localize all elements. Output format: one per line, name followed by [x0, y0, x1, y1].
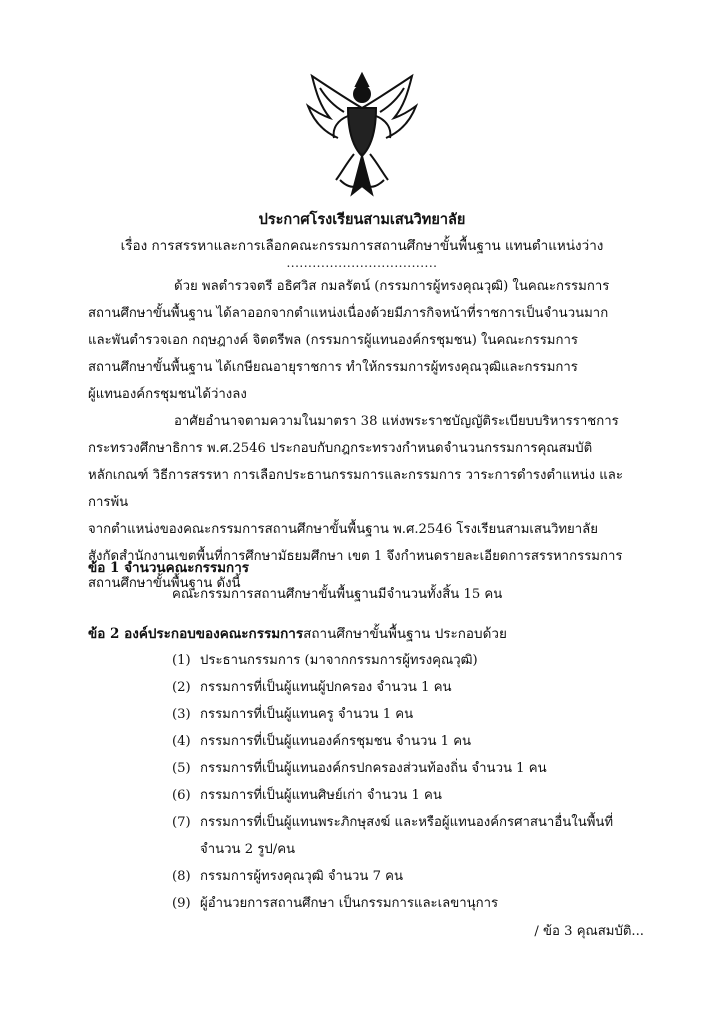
- paragraph-line: กระทรวงศึกษาธิการ พ.ศ.2546 ประกอบกับกฎกระทรวงกำหนดจำนวนกรรมการคุณสมบัติ: [88, 441, 593, 456]
- paragraph-1: [88, 273, 643, 408]
- list-item: (5) กรรมการที่เป็นผู้แทนองค์กรปกครองส่วนท้องถิ่น จำนวน 1 คน: [172, 761, 547, 776]
- paragraph-line: อาศัยอำนาจตามความในมาตรา 38 แห่งพระราชบัญญัติระเบียบบริหารราชการ: [174, 414, 619, 429]
- paragraph-line: สถานศึกษาขั้นพื้นฐาน ดังนี้: [88, 576, 241, 591]
- separator: ...................................: [286, 256, 438, 270]
- announcement-subject: เรื่อง การสรรหาและการเลือกคณะกรรมการสถานศึกษาขั้นพื้นฐาน แทนตำแหน่งว่าง: [120, 238, 604, 254]
- paragraph-line: หลักเกณฑ์ วิธีการสรรหา การเลือกประธานกรรมการและกรรมการ วาระการดำรงตำแหน่ง และการพ้น: [88, 468, 623, 510]
- paragraph-line: จากตำแหน่งของคณะกรรมการสถานศึกษาขั้นพื้นฐาน พ.ศ.2546 โรงเรียนสามเสนวิทยาลัย: [88, 522, 598, 537]
- section-1-text: คณะกรรมการสถานศึกษาขั้นพื้นฐานมีจำนวนทั้งสิ้น 15 คน: [172, 587, 503, 602]
- page-continuation: / ข้อ 3 คุณสมบัติ...: [534, 924, 644, 939]
- list-item: (7) กรรมการที่เป็นผู้แทนพระภิกษุสงฆ์ และหรือผู้แทนองค์กรศาสนาอื่นในพื้นที่: [172, 815, 614, 830]
- paragraph-line: สถานศึกษาขั้นพื้นฐาน ได้ลาออกจากตำแหน่งเนื่องด้วยมีภารกิจหน้าที่ราชการเป็นจำนวนมาก: [88, 306, 609, 321]
- list-item: (3) กรรมการที่เป็นผู้แทนครู จำนวน 1 คน: [172, 707, 414, 722]
- garuda-emblem-icon: [290, 68, 434, 200]
- paragraph-line: สังกัดสำนักงานเขตพื้นที่การศึกษามัธยมศึกษา เขต 1 จึงกำหนดรายละเอียดการสรรหากรรมการ: [88, 549, 623, 564]
- list-item: (9) ผู้อำนวยการสถานศึกษา เป็นกรรมการและเลขานุการ: [172, 896, 499, 911]
- list-item-continuation: จำนวน 2 รูป/คน: [200, 842, 296, 857]
- announcement-title: ประกาศโรงเรียนสามเสนวิทยาลัย: [258, 211, 466, 228]
- paragraph-line: และพันตำรวจเอก กฤษฎางค์ จิตตรีพล (กรรมการผู้แทนองค์กรชุมชน) ในคณะกรรมการ: [88, 333, 578, 348]
- list-item: (1) ประธานกรรมการ (มาจากกรรมการผู้ทรงคุณวุฒิ): [172, 653, 478, 668]
- list-item: (6) กรรมการที่เป็นผู้แทนศิษย์เก่า จำนวน 1 คน: [172, 788, 442, 803]
- list-item: (2) กรรมการที่เป็นผู้แทนผู้ปกครอง จำนวน 1 คน: [172, 680, 452, 695]
- paragraph-line: ผู้แทนองค์กรชุมชนได้ว่างลง: [88, 387, 247, 402]
- paragraph-line: ด้วย พลตำรวจตรี อธิศวิส กมลรัตน์ (กรรมการผู้ทรงคุณวุฒิ) ในคณะกรรมการ: [174, 279, 610, 294]
- list-item: (4) กรรมการที่เป็นผู้แทนองค์กรชุมชน จำนวน 1 คน: [172, 734, 472, 749]
- list-item: (8) กรรมการผู้ทรงคุณวุฒิ จำนวน 7 คน: [172, 869, 404, 884]
- section-2-heading-normal: สถานศึกษาขั้นพื้นฐาน ประกอบด้วย: [303, 626, 507, 642]
- paragraph-line: สถานศึกษาขั้นพื้นฐาน ได้เกษียณอายุราชการ ทำให้กรรมการผู้ทรงคุณวุฒิและกรรมการ: [88, 360, 578, 375]
- section-1-heading: ข้อ 1 จำนวนคณะกรรมการ: [88, 560, 250, 576]
- section-2-heading: [88, 622, 507, 644]
- section-2-heading-bold: ข้อ 2 องค์ประกอบของคณะกรรมการ: [88, 626, 304, 642]
